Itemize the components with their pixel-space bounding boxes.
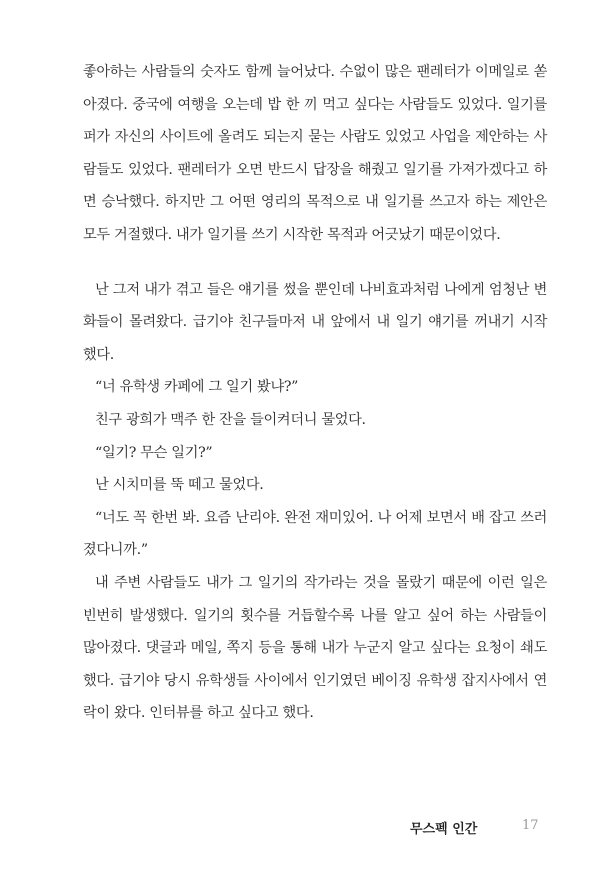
paragraph (83, 469, 547, 502)
text-line: 많아졌다. 댓글과 메일, 쪽지 등을 통해 내가 누군지 알고 싶다는 요청이 쇄도 (83, 640, 547, 657)
text-line: 했다. (83, 346, 115, 363)
text-line: “너 유학생 카페에 그 일기 봤냐?” (95, 379, 299, 396)
text-line: 화들이 몰려왔다. 급기야 친구들마저 내 앞에서 내 일기 얘기를 꺼내기 시작 (83, 314, 547, 331)
text-line: 친구 광희가 맥주 한 잔을 들이켜더니 물었다. (95, 411, 366, 428)
paragraph (83, 371, 547, 404)
text-line: 아졌다. 중국에 여행을 오는데 밥 한 끼 먹고 싶다는 사람들도 있었다. 일기를 (83, 96, 547, 113)
text-line: 내 주변 사람들도 내가 그 일기의 작가라는 것을 몰랐기 때문에 이런 일은 (95, 574, 547, 591)
text-line: 졌다니까.” (83, 542, 148, 559)
text-line: 면 승낙했다. 하지만 그 어떤 영리의 목적으로 내 일기를 쓰고자 하는 제안은 (83, 194, 547, 211)
text-line: 난 시치미를 뚝 떼고 물었다. (95, 477, 264, 494)
text-line: 좋아하는 사람들의 숫자도 함께 늘어났다. 수없이 많은 팬레터가 이메일로 쏟 (83, 64, 547, 80)
page-body (83, 56, 547, 730)
page-number: 17 (522, 818, 539, 833)
paragraph (83, 567, 547, 730)
text-line: 모두 거절했다. 내가 일기를 쓰기 시작한 목적과 어긋났기 때문이었다. (83, 226, 501, 243)
running-footer-title: 무스펙 인간 (410, 822, 478, 837)
text-line: “너도 꼭 한번 봐. 요즘 난리야. 완전 재미있어. 나 어제 보면서 배 잡고 쓰러 (95, 509, 547, 526)
text-line: 난 그저 내가 겪고 들은 얘기를 썼을 뿐인데 나비효과처럼 나에게 엄청난 변 (95, 281, 547, 298)
text-line: 락이 왔다. 인터뷰를 하고 싶다고 했다. (83, 705, 314, 722)
text-line: “일기? 무슨 일기?” (95, 444, 213, 461)
paragraph (83, 274, 547, 372)
paragraph (83, 437, 547, 470)
paragraph (83, 404, 547, 437)
text-line: 퍼가 자신의 사이트에 올려도 되는지 묻는 사람도 있었고 사업을 제안하는 사 (83, 129, 547, 146)
text-line: 했다. 급기야 당시 유학생들 사이에서 인기였던 베이징 유학생 잡지사에서 연 (83, 672, 547, 689)
paragraph (83, 502, 547, 567)
paragraph-gap (83, 252, 547, 274)
paragraph (83, 56, 547, 252)
text-line: 빈번히 발생했다. 일기의 횟수를 거듭할수록 나를 알고 싶어 하는 사람들이 (83, 607, 547, 624)
text-line: 람들도 있었다. 팬레터가 오면 반드시 답장을 해줬고 일기를 가져가겠다고 하 (83, 161, 547, 178)
